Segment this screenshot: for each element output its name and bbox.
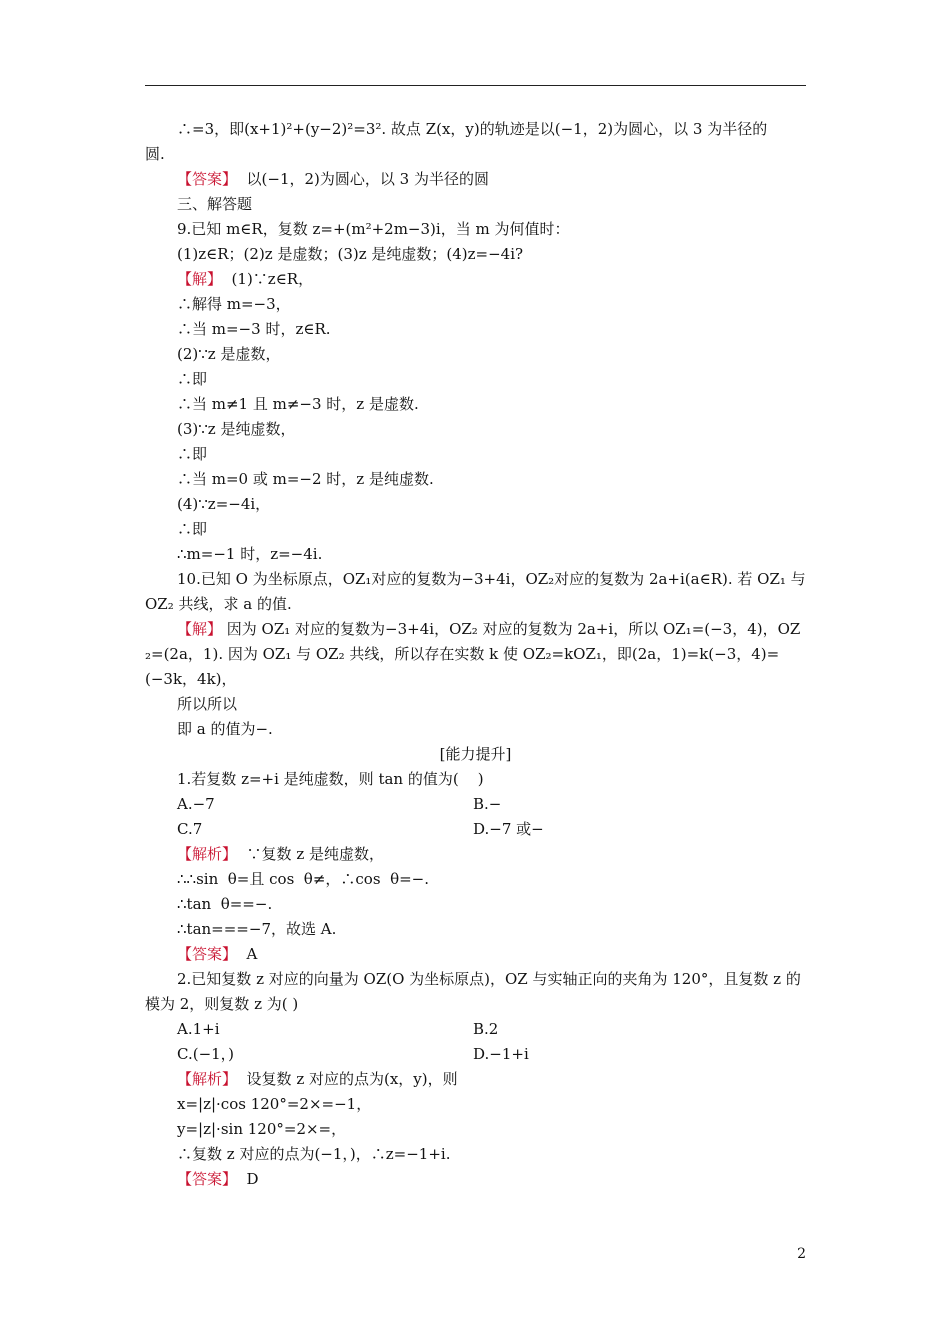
answer-line (145, 942, 806, 967)
answer-line (145, 167, 806, 192)
analysis-step: x=|z|·cos 120°=2×=−1， (177, 1095, 372, 1113)
option-d: D.−1+i (473, 1045, 529, 1063)
analysis-line (145, 1067, 806, 1092)
option-c: C.7 (177, 820, 203, 838)
solution-step: (3)∵z 是纯虚数， (177, 420, 296, 438)
option-c: C.(−1，) (177, 1045, 235, 1063)
option-row (145, 817, 806, 842)
answer-text: 以(−1，2)为圆心，以 3 为半径的圆 (237, 170, 489, 188)
analysis-step: ∴tan θ==−. (177, 895, 273, 913)
question-stem: 9.已知 m∈R，复数 z=+(m²+2m−3)i，当 m 为何值时： (177, 220, 570, 238)
option-row (145, 792, 806, 817)
solution-text: 因为 OZ₁ 对应的复数为−3+4i，OZ₂ 对应的复数为 2a+i，所以 OZ₁=(−3，4)，OZ₂=(2a，1). 因为 OZ₁ 与 OZ₂ 共线，所以存在实数 k 使 OZ₂=kOZ₁，即(2a，1)=k(−3，4)=(−3k，4k)， (145, 620, 801, 688)
answer-tag: 【答案】 (177, 945, 238, 963)
solution-tag: 【解】 (177, 270, 223, 288)
solution-step: (2)∵z 是虚数， (177, 345, 281, 363)
analysis-line (145, 842, 806, 867)
solution-paragraph (145, 617, 806, 692)
analysis-text: ∵复数 z 是纯虚数， (237, 845, 384, 863)
question-parts: (1)z∈R；(2)z 是虚数；(3)z 是纯虚数；(4)z=−4i? (177, 245, 524, 263)
option-b: B.− (473, 795, 502, 813)
page-content (145, 117, 806, 1192)
analysis-text: 设复数 z 对应的点为(x，y)，则 (237, 1070, 458, 1088)
question-stem: 1.若复数 z=+i 是纯虚数，则 tan 的值为( ) (177, 770, 484, 788)
option-b: B.2 (473, 1020, 499, 1038)
analysis-step: ∴∴sin θ=且 cos θ≠，∴cos θ=−. (177, 870, 430, 888)
text-line: 圆. (145, 145, 165, 163)
option-row (145, 1017, 806, 1042)
solution-step: ∴即 (177, 370, 208, 388)
analysis-step: ∴tan===−7，故选 A. (177, 920, 337, 938)
solution-step: ∴即 (177, 445, 208, 463)
solution-step: (4)∵z=−4i， (177, 495, 271, 513)
solution-step: 所以所以 (177, 695, 238, 713)
solution-tag: 【解】 (177, 620, 223, 638)
section-title: 三、解答题 (177, 195, 253, 213)
option-row (145, 1042, 806, 1067)
header-rule (145, 85, 806, 86)
analysis-tag: 【解析】 (177, 1070, 238, 1088)
solution-text: (1)∵z∈R， (222, 270, 314, 288)
solution-step: ∴解得 m=−3， (177, 295, 291, 313)
section-title: [能力提升] (439, 745, 512, 763)
question-stem: 2.已知复数 z 对应的向量为 OZ(O 为坐标原点)，OZ 与实轴正向的夹角为 120°，且复数 z 的模为 2，则复数 z 为( ) (145, 970, 801, 1013)
option-a: A.1+i (177, 1020, 220, 1038)
analysis-step: y=|z|·sin 120°=2×=， (177, 1120, 347, 1138)
analysis-step: ∴复数 z 对应的点为(−1，)，∴z=−1+i. (177, 1145, 451, 1163)
solution-step: ∴当 m≠1 且 m≠−3 时，z 是虚数. (177, 395, 419, 413)
solution-step: ∴当 m=−3 时，z∈R. (177, 320, 331, 338)
answer-line (145, 1167, 806, 1192)
solution-step: ∴即 (177, 520, 208, 538)
page-number: 2 (797, 1246, 806, 1262)
option-a: A.−7 (177, 795, 215, 813)
solution-step: ∴m=−1 时，z=−4i. (177, 545, 323, 563)
answer-text: A (237, 945, 258, 963)
solution-line (145, 267, 806, 292)
answer-tag: 【答案】 (177, 170, 238, 188)
analysis-tag: 【解析】 (177, 845, 238, 863)
solution-step: 即 a 的值为−. (177, 720, 273, 738)
answer-text: D (237, 1170, 259, 1188)
answer-tag: 【答案】 (177, 1170, 238, 1188)
text-line: ∴=3，即(x+1)²+(y−2)²=3². 故点 Z(x，y)的轨迹是以(−1，2)为圆心，以 3 为半径的 (177, 120, 768, 138)
solution-step: ∴当 m=0 或 m=−2 时，z 是纯虚数. (177, 470, 434, 488)
option-d: D.−7 或− (473, 820, 544, 838)
question-stem: 10.已知 O 为坐标原点，OZ₁对应的复数为−3+4i，OZ₂对应的复数为 2a+i(a∈R). 若 OZ₁ 与 OZ₂ 共线，求 a 的值. (145, 570, 806, 613)
